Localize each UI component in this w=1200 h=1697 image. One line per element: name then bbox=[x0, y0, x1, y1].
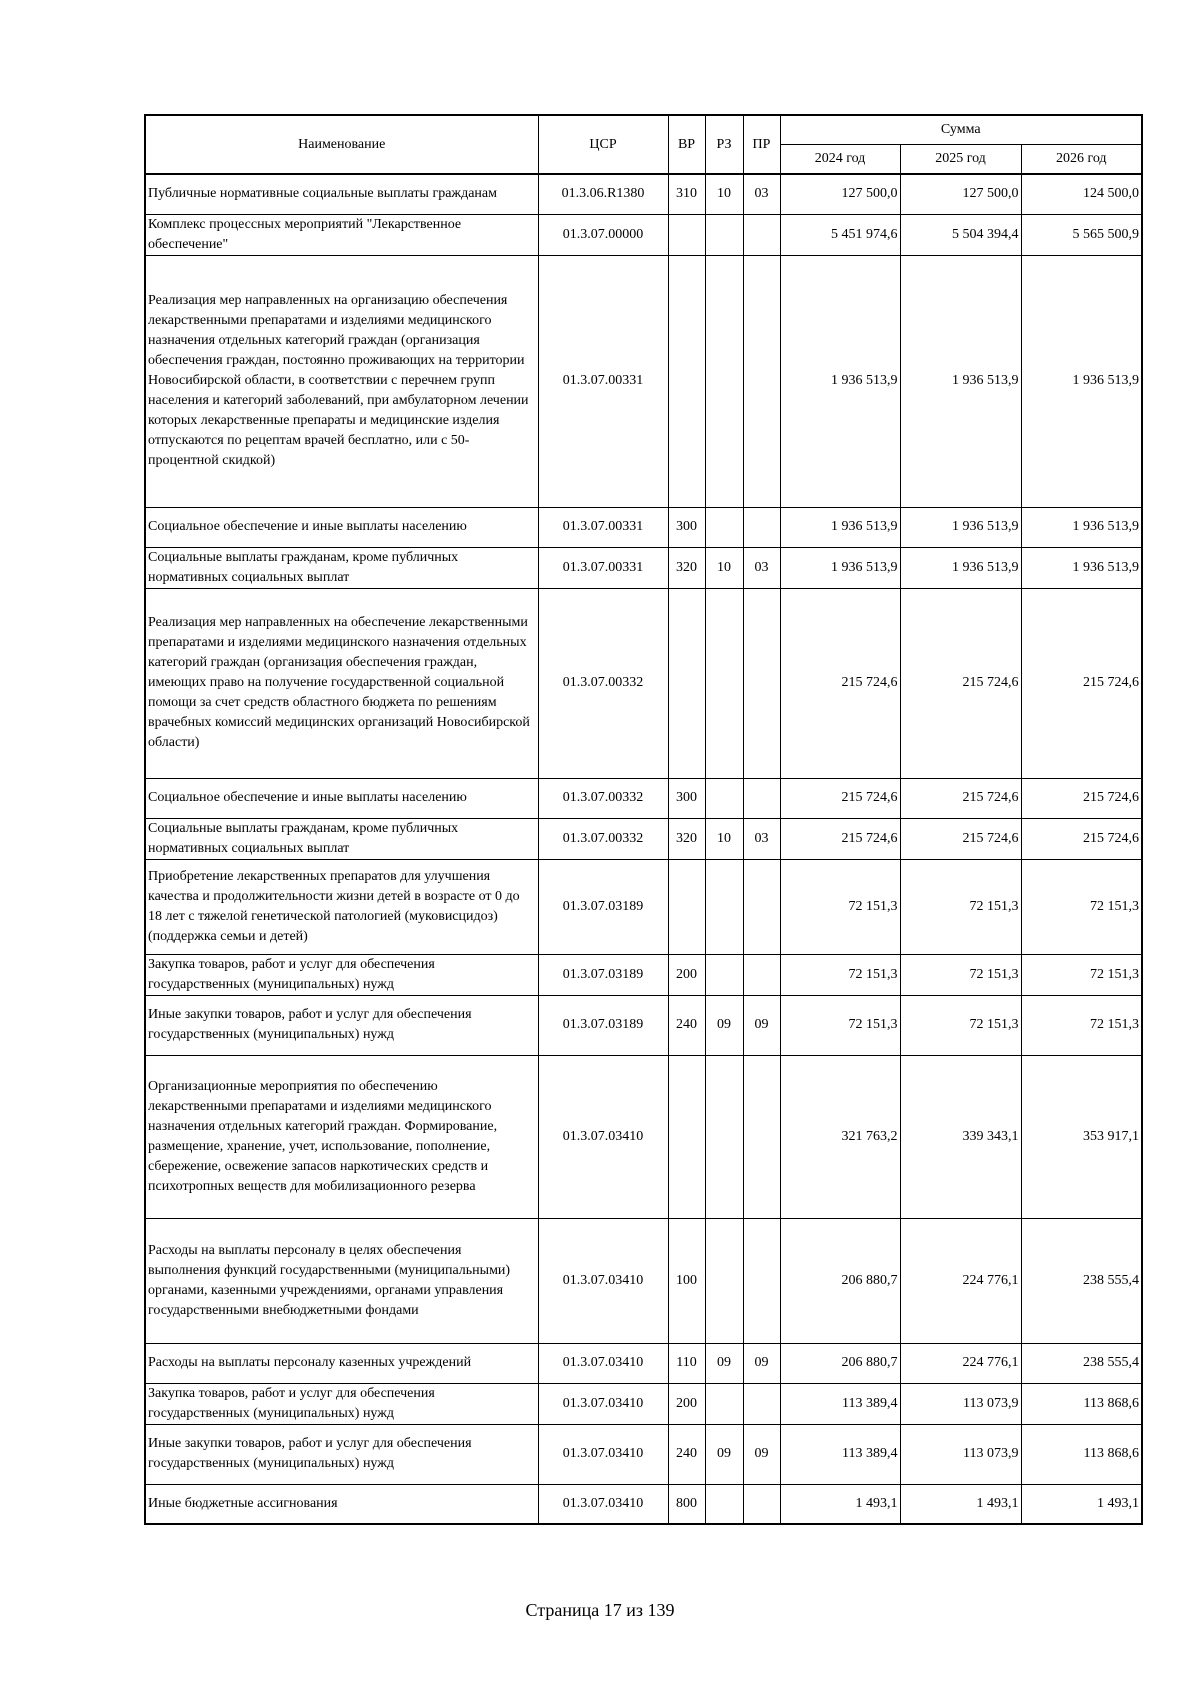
cell-csr: 01.3.07.03189 bbox=[538, 859, 668, 954]
cell-rz bbox=[705, 255, 743, 507]
cell-name: Социальное обеспечение и иные выплаты населению bbox=[145, 507, 538, 547]
cell-rz bbox=[705, 778, 743, 818]
cell-pr bbox=[743, 1383, 780, 1424]
cell-pr bbox=[743, 859, 780, 954]
cell-sum-2025: 72 151,3 bbox=[900, 995, 1021, 1055]
table-row bbox=[145, 954, 1142, 995]
header-year-2025: 2025 год bbox=[900, 145, 1021, 175]
cell-pr: 03 bbox=[743, 547, 780, 588]
cell-rz bbox=[705, 1218, 743, 1343]
cell-csr: 01.3.07.03189 bbox=[538, 954, 668, 995]
cell-vr: 240 bbox=[668, 995, 705, 1055]
cell-sum-2024: 1 936 513,9 bbox=[780, 547, 900, 588]
cell-pr bbox=[743, 954, 780, 995]
cell-sum-2026: 1 493,1 bbox=[1021, 1484, 1142, 1524]
cell-rz bbox=[705, 954, 743, 995]
table-row bbox=[145, 1484, 1142, 1524]
table-row bbox=[145, 1424, 1142, 1484]
cell-name: Публичные нормативные социальные выплаты гражданам bbox=[145, 174, 538, 214]
cell-vr bbox=[668, 1055, 705, 1218]
table-row bbox=[145, 507, 1142, 547]
cell-name: Расходы на выплаты персоналу казенных учреждений bbox=[145, 1343, 538, 1383]
table-row bbox=[145, 547, 1142, 588]
cell-csr: 01.3.07.00332 bbox=[538, 818, 668, 859]
cell-rz: 10 bbox=[705, 174, 743, 214]
cell-csr: 01.3.07.00331 bbox=[538, 547, 668, 588]
cell-name: Иные бюджетные ассигнования bbox=[145, 1484, 538, 1524]
cell-vr: 200 bbox=[668, 954, 705, 995]
cell-csr: 01.3.07.03410 bbox=[538, 1218, 668, 1343]
cell-rz: 10 bbox=[705, 547, 743, 588]
cell-pr bbox=[743, 1218, 780, 1343]
cell-sum-2024: 72 151,3 bbox=[780, 995, 900, 1055]
header-csr: ЦСР bbox=[538, 115, 668, 174]
cell-sum-2025: 339 343,1 bbox=[900, 1055, 1021, 1218]
cell-vr: 300 bbox=[668, 778, 705, 818]
table-row bbox=[145, 174, 1142, 214]
cell-name: Комплекс процессных мероприятий "Лекарственное обеспечение" bbox=[145, 214, 538, 255]
cell-sum-2024: 215 724,6 bbox=[780, 778, 900, 818]
cell-sum-2024: 113 389,4 bbox=[780, 1383, 900, 1424]
cell-rz: 10 bbox=[705, 818, 743, 859]
table-row bbox=[145, 1343, 1142, 1383]
cell-name: Социальные выплаты гражданам, кроме публичных нормативных социальных выплат bbox=[145, 818, 538, 859]
table-row bbox=[145, 1383, 1142, 1424]
table-body bbox=[145, 174, 1142, 1524]
cell-csr: 01.3.07.03410 bbox=[538, 1383, 668, 1424]
cell-csr: 01.3.07.00332 bbox=[538, 778, 668, 818]
table-row bbox=[145, 818, 1142, 859]
table-row bbox=[145, 1055, 1142, 1218]
cell-sum-2026: 72 151,3 bbox=[1021, 995, 1142, 1055]
table-row bbox=[145, 778, 1142, 818]
cell-sum-2025: 5 504 394,4 bbox=[900, 214, 1021, 255]
cell-vr: 320 bbox=[668, 818, 705, 859]
cell-sum-2024: 72 151,3 bbox=[780, 954, 900, 995]
cell-vr: 320 bbox=[668, 547, 705, 588]
cell-vr: 310 bbox=[668, 174, 705, 214]
header-year-2026: 2026 год bbox=[1021, 145, 1142, 175]
cell-sum-2025: 1 936 513,9 bbox=[900, 507, 1021, 547]
cell-sum-2025: 1 493,1 bbox=[900, 1484, 1021, 1524]
cell-csr: 01.3.07.00331 bbox=[538, 255, 668, 507]
cell-sum-2024: 1 936 513,9 bbox=[780, 255, 900, 507]
cell-pr bbox=[743, 1484, 780, 1524]
cell-rz bbox=[705, 1383, 743, 1424]
table-row bbox=[145, 588, 1142, 778]
cell-sum-2026: 353 917,1 bbox=[1021, 1055, 1142, 1218]
cell-name: Иные закупки товаров, работ и услуг для обеспечения государственных (муниципальных) нужд bbox=[145, 995, 538, 1055]
cell-name: Расходы на выплаты персоналу в целях обеспечения выполнения функций государственными (муниципальными) органами, казенными учреждениями, органами управления государственными внебюджетными фондами bbox=[145, 1218, 538, 1343]
cell-sum-2024: 127 500,0 bbox=[780, 174, 900, 214]
cell-rz bbox=[705, 1055, 743, 1218]
cell-pr: 09 bbox=[743, 995, 780, 1055]
cell-rz: 09 bbox=[705, 1424, 743, 1484]
cell-pr bbox=[743, 778, 780, 818]
header-pr: ПР bbox=[743, 115, 780, 174]
cell-pr: 03 bbox=[743, 174, 780, 214]
cell-csr: 01.3.07.03410 bbox=[538, 1343, 668, 1383]
cell-sum-2025: 215 724,6 bbox=[900, 778, 1021, 818]
cell-vr bbox=[668, 255, 705, 507]
cell-sum-2025: 113 073,9 bbox=[900, 1383, 1021, 1424]
cell-sum-2026: 124 500,0 bbox=[1021, 174, 1142, 214]
cell-sum-2026: 113 868,6 bbox=[1021, 1424, 1142, 1484]
cell-vr bbox=[668, 859, 705, 954]
table-row bbox=[145, 255, 1142, 507]
cell-sum-2026: 1 936 513,9 bbox=[1021, 255, 1142, 507]
cell-name: Реализация мер направленных на организацию обеспечения лекарственными препаратами и изделиями медицинского назначения отдельных категорий граждан (организация обеспечения граждан, постоянно проживающих на территории Новосибирской области, в соответствии с перечнем групп населения и категорий заболеваний, при амбулаторном лечении которых лекарственные препараты и медицинские изделия отпускаются по рецептам врачей бесплатно, или с 50-процентной скидкой) bbox=[145, 255, 538, 507]
cell-vr: 200 bbox=[668, 1383, 705, 1424]
cell-csr: 01.3.06.R1380 bbox=[538, 174, 668, 214]
cell-sum-2026: 238 555,4 bbox=[1021, 1343, 1142, 1383]
cell-sum-2026: 215 724,6 bbox=[1021, 588, 1142, 778]
table-row bbox=[145, 995, 1142, 1055]
cell-sum-2025: 1 936 513,9 bbox=[900, 255, 1021, 507]
table-row bbox=[145, 214, 1142, 255]
cell-sum-2025: 72 151,3 bbox=[900, 859, 1021, 954]
cell-rz: 09 bbox=[705, 995, 743, 1055]
cell-name: Социальное обеспечение и иные выплаты населению bbox=[145, 778, 538, 818]
cell-sum-2024: 206 880,7 bbox=[780, 1343, 900, 1383]
cell-csr: 01.3.07.03410 bbox=[538, 1424, 668, 1484]
cell-vr: 100 bbox=[668, 1218, 705, 1343]
header-name: Наименование bbox=[145, 115, 538, 174]
cell-sum-2024: 215 724,6 bbox=[780, 588, 900, 778]
cell-name: Закупка товаров, работ и услуг для обеспечения государственных (муниципальных) нужд bbox=[145, 954, 538, 995]
cell-name: Организационные мероприятия по обеспечению лекарственными препаратами и изделиями медицинского назначения отдельных категорий граждан. Формирование, размещение, хранение, учет, использование, пополнение, сбережение, освежение запасов наркотических средств и психотропных веществ для мобилизационного резерва bbox=[145, 1055, 538, 1218]
cell-name: Социальные выплаты гражданам, кроме публичных нормативных социальных выплат bbox=[145, 547, 538, 588]
cell-pr bbox=[743, 255, 780, 507]
cell-sum-2025: 215 724,6 bbox=[900, 818, 1021, 859]
cell-csr: 01.3.07.03410 bbox=[538, 1055, 668, 1218]
cell-pr bbox=[743, 588, 780, 778]
cell-csr: 01.3.07.03189 bbox=[538, 995, 668, 1055]
cell-name: Реализация мер направленных на обеспечение лекарственными препаратами и изделиями медицинского назначения отдельных категорий граждан (организация обеспечения граждан, имеющих право на получение государственной социальной помощи за счет средств областного бюджета по решениям врачебных комиссий медицинских организаций Новосибирской области) bbox=[145, 588, 538, 778]
page-number: Страница 17 из 139 bbox=[525, 1600, 675, 1620]
cell-sum-2026: 5 565 500,9 bbox=[1021, 214, 1142, 255]
cell-sum-2025: 215 724,6 bbox=[900, 588, 1021, 778]
cell-sum-2024: 321 763,2 bbox=[780, 1055, 900, 1218]
cell-sum-2026: 215 724,6 bbox=[1021, 778, 1142, 818]
cell-sum-2024: 1 493,1 bbox=[780, 1484, 900, 1524]
cell-sum-2024: 113 389,4 bbox=[780, 1424, 900, 1484]
cell-sum-2026: 215 724,6 bbox=[1021, 818, 1142, 859]
table-row bbox=[145, 859, 1142, 954]
cell-sum-2025: 127 500,0 bbox=[900, 174, 1021, 214]
budget-table bbox=[144, 114, 1143, 1525]
cell-sum-2025: 113 073,9 bbox=[900, 1424, 1021, 1484]
cell-rz bbox=[705, 507, 743, 547]
cell-csr: 01.3.07.00332 bbox=[538, 588, 668, 778]
header-year-2024: 2024 год bbox=[780, 145, 900, 175]
cell-vr: 240 bbox=[668, 1424, 705, 1484]
cell-sum-2024: 1 936 513,9 bbox=[780, 507, 900, 547]
cell-sum-2025: 1 936 513,9 bbox=[900, 547, 1021, 588]
cell-rz bbox=[705, 1484, 743, 1524]
cell-sum-2026: 238 555,4 bbox=[1021, 1218, 1142, 1343]
cell-sum-2024: 5 451 974,6 bbox=[780, 214, 900, 255]
cell-pr bbox=[743, 214, 780, 255]
header-vr: ВР bbox=[668, 115, 705, 174]
table-row bbox=[145, 1218, 1142, 1343]
cell-vr: 800 bbox=[668, 1484, 705, 1524]
cell-sum-2026: 1 936 513,9 bbox=[1021, 507, 1142, 547]
cell-pr: 09 bbox=[743, 1343, 780, 1383]
cell-vr: 110 bbox=[668, 1343, 705, 1383]
cell-name: Иные закупки товаров, работ и услуг для обеспечения государственных (муниципальных) нужд bbox=[145, 1424, 538, 1484]
cell-pr: 09 bbox=[743, 1424, 780, 1484]
cell-sum-2025: 224 776,1 bbox=[900, 1343, 1021, 1383]
cell-pr bbox=[743, 1055, 780, 1218]
header-sum: Сумма bbox=[780, 115, 1142, 145]
cell-vr: 300 bbox=[668, 507, 705, 547]
cell-sum-2025: 224 776,1 bbox=[900, 1218, 1021, 1343]
cell-vr bbox=[668, 214, 705, 255]
cell-csr: 01.3.07.03410 bbox=[538, 1484, 668, 1524]
cell-sum-2026: 72 151,3 bbox=[1021, 954, 1142, 995]
cell-name: Закупка товаров, работ и услуг для обеспечения государственных (муниципальных) нужд bbox=[145, 1383, 538, 1424]
cell-sum-2026: 1 936 513,9 bbox=[1021, 547, 1142, 588]
cell-rz: 09 bbox=[705, 1343, 743, 1383]
cell-csr: 01.3.07.00000 bbox=[538, 214, 668, 255]
cell-sum-2025: 72 151,3 bbox=[900, 954, 1021, 995]
header-rz: РЗ bbox=[705, 115, 743, 174]
cell-rz bbox=[705, 588, 743, 778]
cell-sum-2024: 206 880,7 bbox=[780, 1218, 900, 1343]
cell-pr bbox=[743, 507, 780, 547]
cell-rz bbox=[705, 859, 743, 954]
cell-sum-2024: 72 151,3 bbox=[780, 859, 900, 954]
cell-sum-2026: 72 151,3 bbox=[1021, 859, 1142, 954]
cell-csr: 01.3.07.00331 bbox=[538, 507, 668, 547]
cell-sum-2024: 215 724,6 bbox=[780, 818, 900, 859]
cell-pr: 03 bbox=[743, 818, 780, 859]
cell-rz bbox=[705, 214, 743, 255]
cell-sum-2026: 113 868,6 bbox=[1021, 1383, 1142, 1424]
cell-name: Приобретение лекарственных препаратов для улучшения качества и продолжительности жизни детей в возрасте от 0 до 18 лет с тяжелой генетической патологией (муковисцидоз) (поддержка семьи и детей) bbox=[145, 859, 538, 954]
cell-vr bbox=[668, 588, 705, 778]
